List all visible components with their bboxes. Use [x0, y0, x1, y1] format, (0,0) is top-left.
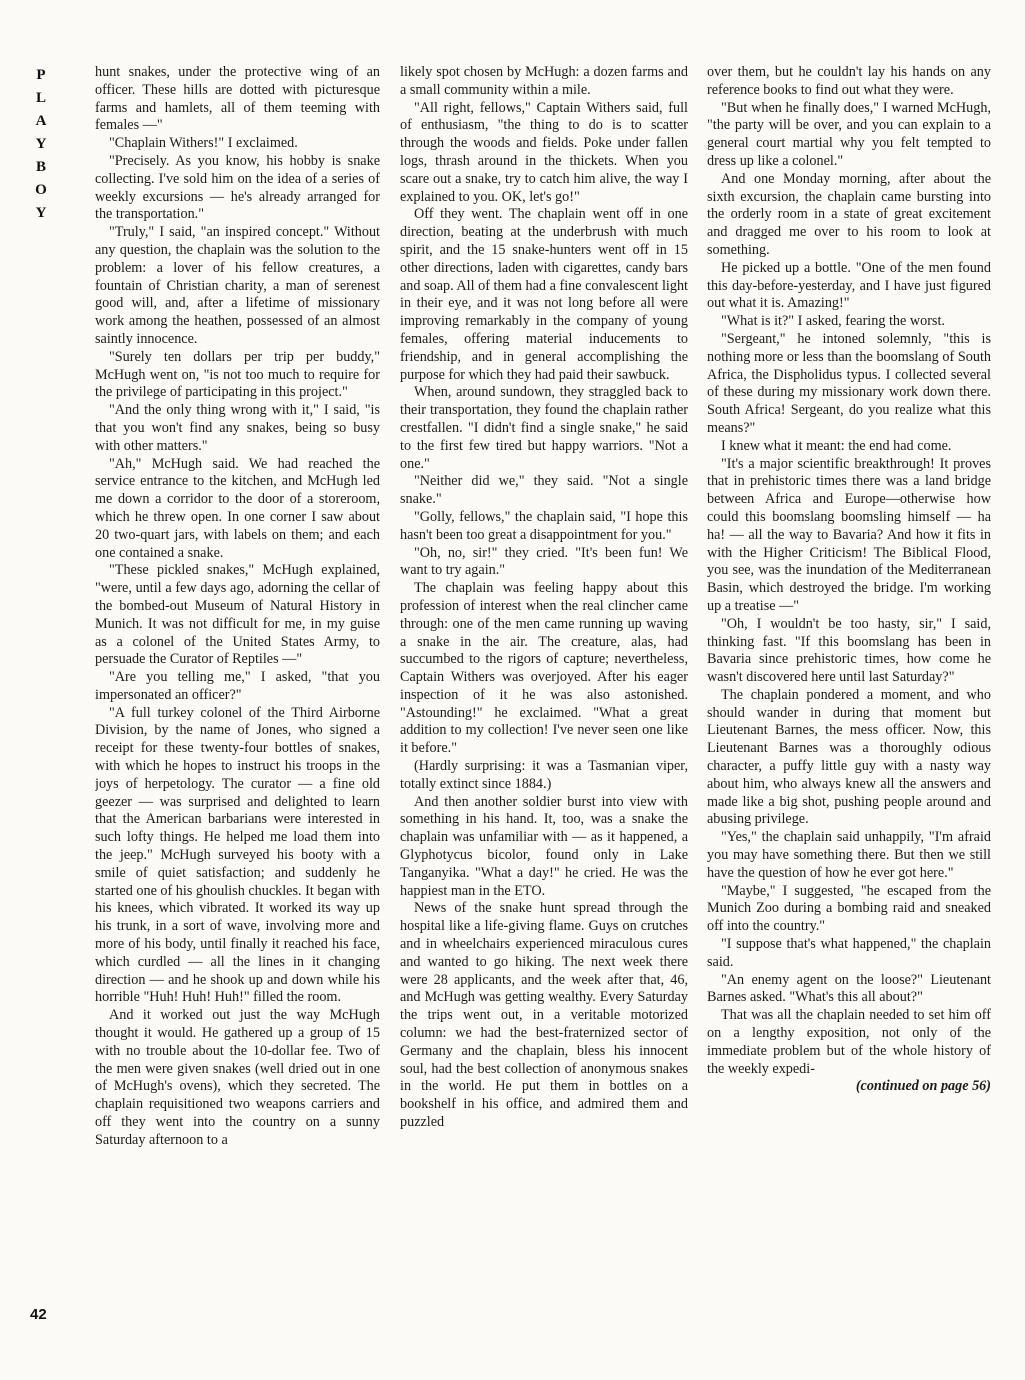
paragraph: over them, but he couldn't lay his hands on any reference books to find out what they were.	[707, 64, 991, 98]
paragraph: When, around sundown, they straggled back to their transportation, they found the chaplain rather crestfallen. "I didn't find a single snake," he said to the first few tired but happy warriors. "Not a one."	[400, 384, 688, 472]
paragraph: "Neither did we," they said. "Not a single snake."	[400, 473, 688, 508]
masthead-letter: A	[35, 113, 47, 129]
paragraph: (Hardly surprising: it was a Tasmanian viper, totally extinct since 1884.)	[400, 758, 688, 792]
paragraph: "Are you telling me," I asked, "that you impersonated an officer?"	[95, 669, 380, 703]
masthead-letter: P	[36, 67, 46, 83]
paragraph: I knew what it meant: the end had come.	[721, 437, 952, 454]
paragraph: And one Monday morning, after about the sixth excursion, the chaplain came bursting into the orderly room in a state of great excitement and dragged me over to his room to look at something.	[707, 170, 991, 258]
paragraph: He picked up a bottle. "One of the men found this day-before-yesterday, and I have just figured out what it is. Amazing!"	[707, 259, 991, 312]
paragraph: "Maybe," I suggested, "he escaped from the Munich Zoo during a bombing raid and sneaked off into the country."	[707, 882, 991, 935]
paragraph: "Oh, no, sir!" they cried. "It's been fun! We want to try again."	[400, 544, 688, 579]
article-column-2	[400, 64, 688, 1364]
paragraph: "Surely ten dollars per trip per buddy," McHugh went on, "is not too much to require for the privilege of participating in this project."	[95, 348, 380, 401]
paragraph: That was all the chaplain needed to set him off on a lengthy exposition, not only of the immediate problem but of the whole history of the weekly expedi-	[707, 1007, 991, 1077]
masthead-letter: Y	[35, 205, 47, 221]
masthead-letter: L	[35, 90, 46, 106]
paragraph: News of the snake hunt spread through the hospital like a life-giving flame. Guys on crutches and in wheelchairs experienced miraculous cures and wanted to go hiking. The next week there were 28 applicants, and the week after that, 46, and McHugh was getting wealthy. Every Saturday the trips went out, in a veritable motorized column: we had the best-fraternized sector of Germany and the chaplain, bless his innocent soul, had the best collection of anonymous snakes in the world. He put them in bottles on a bookshelf in his office, and admired them and puzzled	[400, 900, 688, 1131]
paragraph: "What is it?" I asked, fearing the worst.	[721, 313, 945, 330]
masthead-letter: B	[35, 159, 46, 175]
paragraph: And it worked out just the way McHugh thought it would. He gathered up a group of 15 with no trouble about the 10-dollar fee. Two of the men were given snakes (well dried out in one of McHugh's ovens), which they secreted. The chaplain requisitioned two weapons carriers and off they went into the country on a sunny Saturday afternoon to a	[95, 1007, 380, 1148]
paragraph: "But when he finally does," I warned McHugh, "the party will be over, and you can explain to a general court martial why you felt tempted to dress up like a colonel."	[707, 99, 991, 169]
paragraph: Off they went. The chaplain went off in one direction, beating at the underbrush with much spirit, and the 15 snake-hunters went off in 15 other directions, laden with cigarettes, candy bars and soap. All of them had a fine convalescent light in their eye, and it was not long before all were improving remarkably in the company of young females, offering material inducements to friendship, and in general accomplishing the purpose for which they had paid their sawbuck.	[400, 206, 688, 383]
paragraph: "All right, fellows," Captain Withers said, full of enthusiasm, "the thing to do is to scatter through the woods and fields. Poke under fallen logs, thrash around in the thickets. When you scare out a snake, try to catch him alive, the way I explained to you. OK, let's go!"	[400, 99, 688, 205]
paragraph: "And the only thing wrong with it," I said, "is that you won't find any snakes, being so busy with other matters."	[95, 402, 380, 454]
page-number: 42	[30, 1306, 47, 1323]
paragraph: "Sergeant," he intoned solemnly, "this is nothing more or less than the boomslang of South Africa, the Dispholidus typus. I collected several of these during my missionary work down there. South Africa! Sergeant, do you realize what this means?"	[707, 330, 991, 436]
paragraph: "A full turkey colonel of the Third Airborne Division, by the name of Jones, who signed a receipt for these twenty-four bottles of snakes, with which he hopes to instruct his troops in the joys of herpetology. The curator — a fine old geezer — was surprised and delighted to learn that the American barbarians were interested in such lofty things. He helped me load them into the jeep." McHugh surveyed his booty with a smile of quiet satisfaction; and suddenly he started one of his ghoulish chuckles. It began with his knees, which vibrated. It worked its way up his trunk, in a sort of wave, involving more and more of his body, until finally it reached his face, which curdled — all the lines in it changing direction — and he shook up and down while his horrible "Huh! Huh! Huh!" filled the room.	[95, 704, 380, 1006]
paragraph: hunt snakes, under the protective wing of an officer. These hills are dotted with picturesque farms and hamlets, all of them teeming with females —"	[95, 64, 380, 134]
paragraph: "Oh, I wouldn't be too hasty, sir," I said, thinking fast. "If this boomslang has been in Bavaria since prehistoric times, how come he wasn't discovered here until last Saturday?"	[707, 615, 991, 686]
masthead-letter: O	[35, 182, 47, 198]
paragraph: likely spot chosen by McHugh: a dozen farms and a small community within a mile.	[400, 64, 688, 98]
masthead-letter: Y	[35, 136, 47, 152]
paragraph: "Precisely. As you know, his hobby is snake collecting. I've sold him on the idea of a series of weekly excursions — he's already arranged for the transportation."	[95, 152, 380, 223]
paragraph: The chaplain pondered a moment, and who should wander in during that moment but Lieutenant Barnes, the mess officer. Now, this Lieutenant Barnes was a thoroughly odious character, a puffy little guy with a nasty way about him, who always knew all the answers and made like a big shot, pushing people around and abusing privilege.	[707, 686, 991, 828]
paragraph: And then another soldier burst into view with something in his hand. It, too, was a snake the chaplain was unfamiliar with — as it happened, a Glyphotycus bicolor, found only in Lake Tanganyika. "What a day!" he cried. He was the happiest man in the ETO.	[400, 793, 688, 899]
paragraph: "These pickled snakes," McHugh explained, "were, until a few days ago, adorning the cellar of the bombed-out Museum of Natural History in Munich. It was not difficult for me, in my guise as a colonel of the United States Army, to persuade the Curator of Reptiles —"	[95, 562, 380, 668]
paragraph: "Golly, fellows," the chaplain said, "I hope this hasn't been too great a disappointment for you."	[400, 508, 688, 543]
paragraph: "Yes," the chaplain said unhappily, "I'm afraid you may have something there. But then we still have the question of how he ever got here."	[707, 829, 991, 881]
paragraph: "I suppose that's what happened," the chaplain said.	[707, 936, 991, 970]
paragraph: "Truly," I said, "an inspired concept." Without any question, the chaplain was the solution to the problem: a lover of his fellow creatures, a fountain of Christian charity, a man of serenest good will, and, after a lifetime of missionary work among the heathen, possessed of an almost saintly innocence.	[95, 224, 380, 347]
paragraph: "Ah," McHugh said. We had reached the service entrance to the kitchen, and McHugh led me down a corridor to the door of a storeroom, which he threw open. In one corner I saw about 20 two-quart jars, with labels on them; and each one contained a snake.	[95, 455, 380, 561]
magazine-masthead	[30, 64, 52, 225]
continued-note: (continued on page 56)	[855, 1078, 991, 1095]
paragraph: "An enemy agent on the loose?" Lieutenant Barnes asked. "What's this all about?"	[707, 971, 991, 1006]
paragraph: "It's a major scientific breakthrough! It proves that in prehistoric times there was a land bridge between Africa and Europe—otherwise how could this boomslang boomsling himself — ha ha! — all the way to Bavaria? And how it fits in with the Higher Criticism! The Biblical Flood, you see, was the inundation of the Mediterranean Basin, which destroyed the bridge. I'm working up a treatise —"	[707, 455, 991, 614]
paragraph: The chaplain was feeling happy about this profession of interest when the real clincher came through: one of the men came running up waving a snake in the air. The creature, alas, had succumbed to the rigors of capture; nevertheless, Captain Withers was overjoyed. After his eager inspection of it he was also astonished. "Astounding!" he exclaimed. "What a great addition to my collection! I've never seen one like it before."	[400, 580, 688, 757]
article-column-1	[95, 64, 380, 1364]
paragraph: "Chaplain Withers!" I exclaimed.	[109, 135, 298, 152]
article-column-3	[707, 64, 991, 1364]
